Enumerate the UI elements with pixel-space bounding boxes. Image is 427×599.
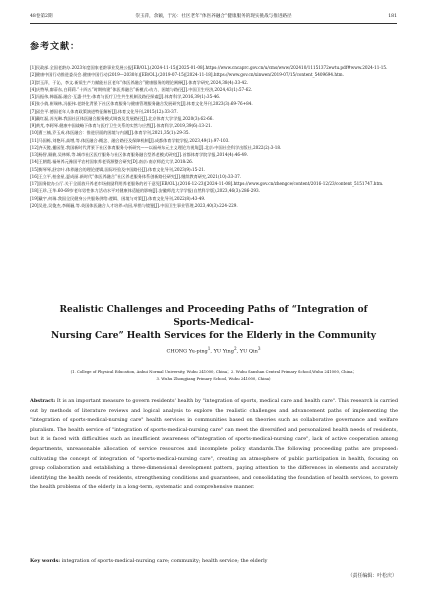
reference-item: [19]戴宇,何瑞.我国全民健身公共服务供给:逻辑、困境与对策[J].体育文化导刊,2022(8):43-49. (30, 195, 206, 201)
reference-item: [15]衡琴琴,舒宗叶.体养融合的理论逻辑,国际经验及中国路径[J].体育文化导刊,2023(9):15-21. (30, 166, 206, 172)
reference-item: [14]王朝霞.福州养元豫国平农村国家养老资源整合研究[D].南京:南京师范大学,2018:26. (30, 159, 194, 165)
reference-item: [6]张小倩,崔瑞林,冯振伟.老龄化背景下社区体育服务与健康管理服务融合发展研究[J].体育文化导刊,2023(3):69-76+84. (30, 101, 253, 107)
references-heading: 参考文献： (30, 42, 81, 52)
reference-item: [18]王珍,王华.60-69岁老年男性体力活动水平对健康体适能的影响[J].安徽师范大学学报(自然科学版),2023,46(3):286-293. (30, 188, 260, 194)
reference-item: [11]马国栋,刘艳环,高增,等.体医融合:概念、融合路径及保障机制[J].成都体育学院学报,2023,49(1):97-103. (30, 137, 230, 143)
reference-list (30, 64, 398, 209)
reference-item: [3]崇玉萍，于沁，李文.新质生产力赋能社区老年“体医养融合”健康服务的理论阐释[J].体育学研究,2024,38(4):33-42. (30, 79, 249, 85)
author-affil-mark: 1 (207, 346, 211, 351)
keywords (30, 557, 398, 567)
abstract-label: Abstract: (30, 398, 56, 404)
title-line-1: Realistic Challenges and Proceeding Paths of “Integration of Sports-Medical- (59, 305, 368, 328)
running-title: 崇玉萍，余颖，于沁：社区老年“体医养融合”健康服务的现实挑战与推进路径 (135, 14, 292, 19)
issue-label: 48卷第2期 (30, 14, 53, 19)
reference-item: [5]冯振伟,韩磊磊.融合·互惠·共生:体育与医疗卫生共生机制及路径探索[J].体育科学,2016,39(1):35-46. (30, 94, 221, 99)
reference-item: [10]曹三楠,乔玉成.体医融合：推进层面的困境与内涵[J].体育学刊,2021,35(1):29-35. (30, 130, 190, 136)
reference-item: [9]黄芃,李阿琴.健康中国战略下体育与医疗卫生关系的实然与应然[J].体育科学,2019,39(6):13-21. (30, 123, 213, 128)
reference-item: [12]齐天懿,播园玺.我国新时代背景下社区体育服务分析研究——以福州东元主义理论为视角[J].北京:中国社会科学出版社,2022(2):3-18. (30, 144, 282, 150)
author-name: CHONG Yu-ping (166, 348, 208, 355)
english-title (40, 304, 387, 343)
keywords-label: Key words: (30, 558, 61, 564)
affiliation-line: 3. Wuhu Zhongjiang Primary School, Wuhu 241000, China) (156, 376, 271, 381)
editor-note: （责任编辑：叶松庆） (347, 573, 397, 579)
running-header (30, 11, 397, 24)
abstract (30, 397, 398, 493)
page-number: 181 (388, 14, 397, 19)
keywords-text: integration of sports-medical-nursing care; community; health service; the elderly (61, 558, 268, 564)
reference-item: [20]吴进,吴俊杰,李顾骊,等.英国体医融合人才培养:动因,举措与镜鉴[J].中国卫生事业管理,2023,40(3):224-229. (30, 202, 238, 208)
reference-item: [16]王立平,柏金星,夏成丽.新时代“体医养融合”社区养老服务体系创新路径研究[J].继续教育研究,2021(10):33-37. (30, 173, 242, 179)
author-affil-mark: 2 (233, 346, 237, 351)
reference-item: [8]戴红磊,苏光琳.我国社区体医融合服务模式调查及发展路径[J].北京体育大学学报,2020(3):62-66. (30, 115, 214, 121)
abstract-text: It is an important measure to govern residents' health by "integration of sports, medical care and health care". This research is carried out by methods of literature reviews and logical analysis to explore the realistic challenges and advancement paths of implementing the "integration of sports-medical-nursing care" health services in communities based on theories such as collaborative governance and welfare pluralism. The health service of "integration of sports-medical-nursing care" can meet the diversified and personalized health needs of residents, but it is faced with difficulties such as insufficient awareness of"integration of sports-medical-nursing care", lack of active cooperation among departments, unreasonable allocation of service resources and incomplete policy standards.The following proceeding paths are proposed: cultivating the concept of integration of "sports-medical-nursing care", creating an atmosphere of public participation in health, focusing on group collaboration and establishing a three-dimensional development pattern, paying attention to the differences in elements and accurately identifying the health needs of residents, strengthening conditions and guarantees, and consolidating the foundation of health services, to govern the health problems of the elderly in a long-term, systematic and comprehensive manner. (30, 398, 398, 491)
reference-item: [17]国务院办公厅.关于全面放开养老市场鼓励利用养老服务的若干意见[EB/OL].(2016-12-23)[2024-11-08].https://www.gov.cn/zhengce/content/2016-12/23/content_5151747.htm. (30, 181, 384, 186)
reference-item: [1]民政部.全国老龄办.2023年度国家老龄事业发展公报[EB/OL].(2024-11-15)[2025-01-08].https://www.cncaprc.gov.cn/u/cms/www/202410/11151372ewtu.pdf#www.2024-11-15. (30, 65, 388, 70)
author-name: YU Qin (239, 348, 258, 355)
author-affil-mark: 3 (257, 346, 261, 351)
reference-item: [2]健康中国行动推进委员会.健康中国行动(2019—2030年)[EB/OL].(2019-07-15)[2024-11-18].https://www.gov.cn/xinwen/2019-07/15/content_5409694.htm. (30, 72, 344, 78)
reference-item: [4]庆赞琴,廖蒂东,白莉莉.“十四五”时期构建“体医养融合”新模式:动力、困境与路径[J].中国卫生经济,2024,43(1):57-62. (30, 86, 253, 92)
reference-item: [7]邱会平.德国老年人体育政策演进特征解析[J].体育文化导刊,2015(12):33-37. (30, 108, 178, 114)
title-line-2: Nursing Care” Health Services for the Elderly in the Community (51, 331, 376, 341)
author-line: CHONG Yu-ping$^1$, YU Ying$^2$, YU Qin$^3$ (166, 346, 261, 355)
author-name: YU Ying (213, 348, 234, 355)
affiliations (30, 368, 397, 382)
affiliation-line: (1. College of Physical Education, Anhui Normal University, Wuhu 241000, China；2. Wuhu Sanshan Central Primary School,Wuhu 241000, China； (70, 369, 357, 374)
reference-item: [13]杨智,顾筱,吴林辉,等.城市社区医疗服务与社区体育服务融合型养老模式研究[J].首都体育学院学报,2014(4):46-49. (30, 152, 248, 157)
